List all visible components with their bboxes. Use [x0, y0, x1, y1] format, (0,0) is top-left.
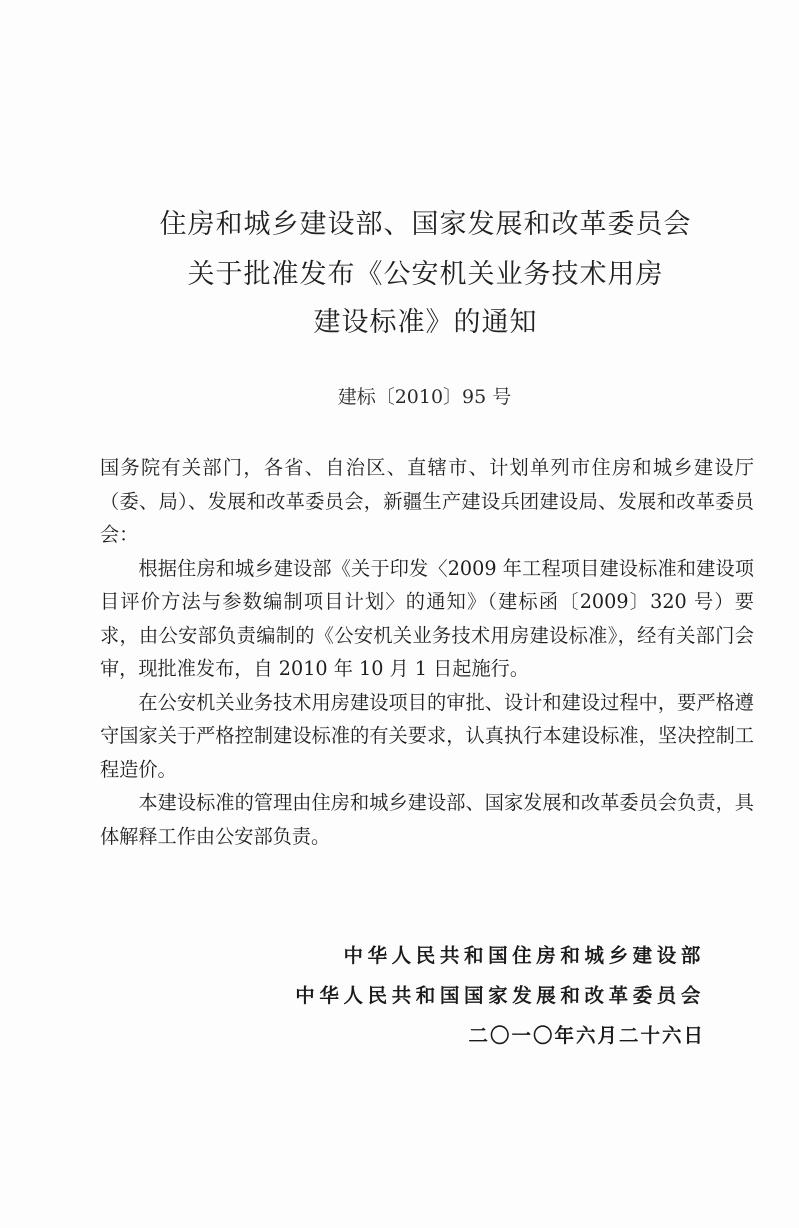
- paragraph-3: 本建设标准的管理由住房和城乡建设部、国家发展和改革委员会负责，具体解释工作由公安部负责。: [100, 791, 754, 848]
- notice-title-line-1: 住房和城乡建设部、国家发展和改革委员会: [159, 209, 692, 240]
- salutation: 国务院有关部门，各省、自治区、直辖市、计划单列市住房和城乡建设厅（委、局）、发展和改革委员会，新疆生产建设兵团建设局、发展和改革委员会：: [100, 456, 754, 546]
- signatory-ministry-housing: 中华人民共和国住房和城乡建设部: [343, 944, 705, 967]
- signatory-ndrc: 中华人民共和国国家发展和改革委员会: [295, 984, 705, 1007]
- notice-title-line-2: 关于批准发布《公安机关业务技术用房: [187, 259, 664, 290]
- signature-date: 二〇一〇年六月二十六日: [468, 1024, 705, 1047]
- document-number: 建标〔2010〕95 号: [337, 386, 512, 408]
- notice-title-line-3: 建设标准》的通知: [313, 307, 538, 338]
- notice-body: [100, 451, 754, 853]
- paragraph-2: 在公安机关业务技术用房建设项目的审批、设计和建设过程中，要严格遵守国家关于严格控制建设标准的有关要求，认真执行本建设标准，坚决控制工程造价。: [100, 690, 754, 781]
- paragraph-1: 根据住房和城乡建设部《关于印发〈2009 年工程项目建设标准和建设项目评价方法与参数编制项目计划〉的通知》（建标函〔2009〕320 号）要求，由公安部负责编制的《公安机关业务技术用房建设标准》，经有关部门会审，现批准发布，自 2010 年 10 月 1 日起施行。: [100, 556, 754, 680]
